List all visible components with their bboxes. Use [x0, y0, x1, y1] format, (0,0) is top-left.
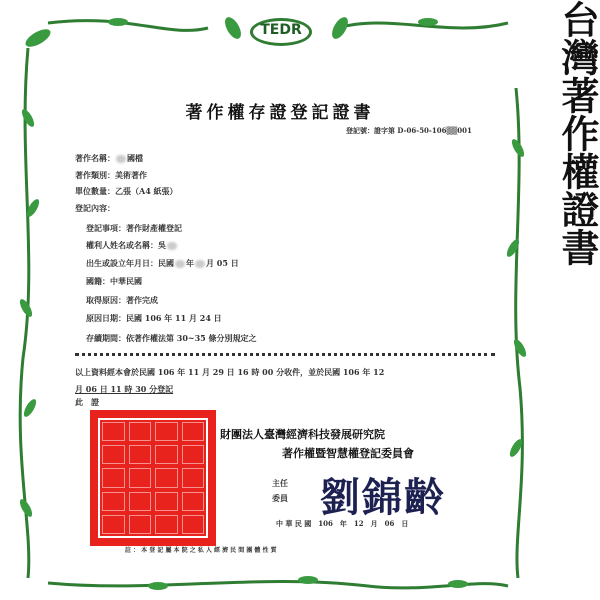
registration-number: 登記號：證字第 D-06-50-106▒▒001	[346, 126, 472, 135]
receipt-line-1: 以上資料經本會於民國 106 年 11 月 29 日 16 時 00 分收件，並於民國 106 年 12	[75, 367, 385, 377]
birth-date	[86, 258, 239, 268]
org-line-1: 財團法人臺灣經濟科技發展研究院	[220, 428, 385, 441]
chair-title-1: 主任	[272, 478, 288, 488]
redacted	[116, 155, 126, 163]
redacted	[167, 242, 177, 250]
footnote: 註 ： 本 登 記 屬 本 院 之 私 人 經 濟 民 間 團 體 性 質	[125, 547, 277, 554]
official-seal	[90, 410, 216, 546]
side-caption: 台灣著作權證書	[555, 0, 600, 266]
registration-matter: 登記事項：著作財產權登記	[86, 223, 182, 233]
rights-holder	[86, 240, 178, 250]
certificate-title: 著作權存證登記證書	[185, 103, 375, 123]
birth-month-day: 月 05 日	[206, 258, 239, 268]
work-name	[75, 153, 143, 163]
birth-prefix: 出生或設立年月日：民國	[86, 258, 174, 268]
unit-quantity: 單位數量：乙張（A4 紙張）	[75, 186, 178, 196]
duration: 存續期間：依著作權法第 30~35 條分別規定之	[86, 333, 257, 343]
redacted	[195, 260, 205, 268]
signature: 劉錦齡	[320, 474, 446, 521]
receipt-line-2: 月 06 日 11 時 30 分登記	[75, 384, 174, 394]
work-name-value: 國檔	[127, 153, 143, 163]
acquire-reason: 取得原因：著作完成	[86, 295, 158, 305]
attest-text: 此 證	[75, 397, 99, 407]
logo: TEDR	[250, 10, 310, 44]
work-name-label: 著作名稱：	[75, 153, 115, 163]
nationality: 國籍：中華民國	[86, 276, 142, 286]
birth-year-suffix: 年	[186, 258, 194, 268]
chair-title-2: 委員	[272, 493, 288, 503]
org-line-2: 著作權暨智慧權登記委員會	[282, 447, 414, 460]
rights-holder-label: 權利人姓名或名稱：吳	[86, 240, 166, 250]
issue-date: 中 華 民 國 106 年 12 月 06 日	[276, 519, 409, 528]
reason-date: 原因日期：民國 106 年 11 月 24 日	[86, 313, 222, 323]
content-label: 登記內容：	[75, 203, 115, 213]
dotted-divider	[75, 353, 495, 356]
work-type: 著作類別：美術著作	[75, 170, 147, 180]
redacted	[175, 260, 185, 268]
